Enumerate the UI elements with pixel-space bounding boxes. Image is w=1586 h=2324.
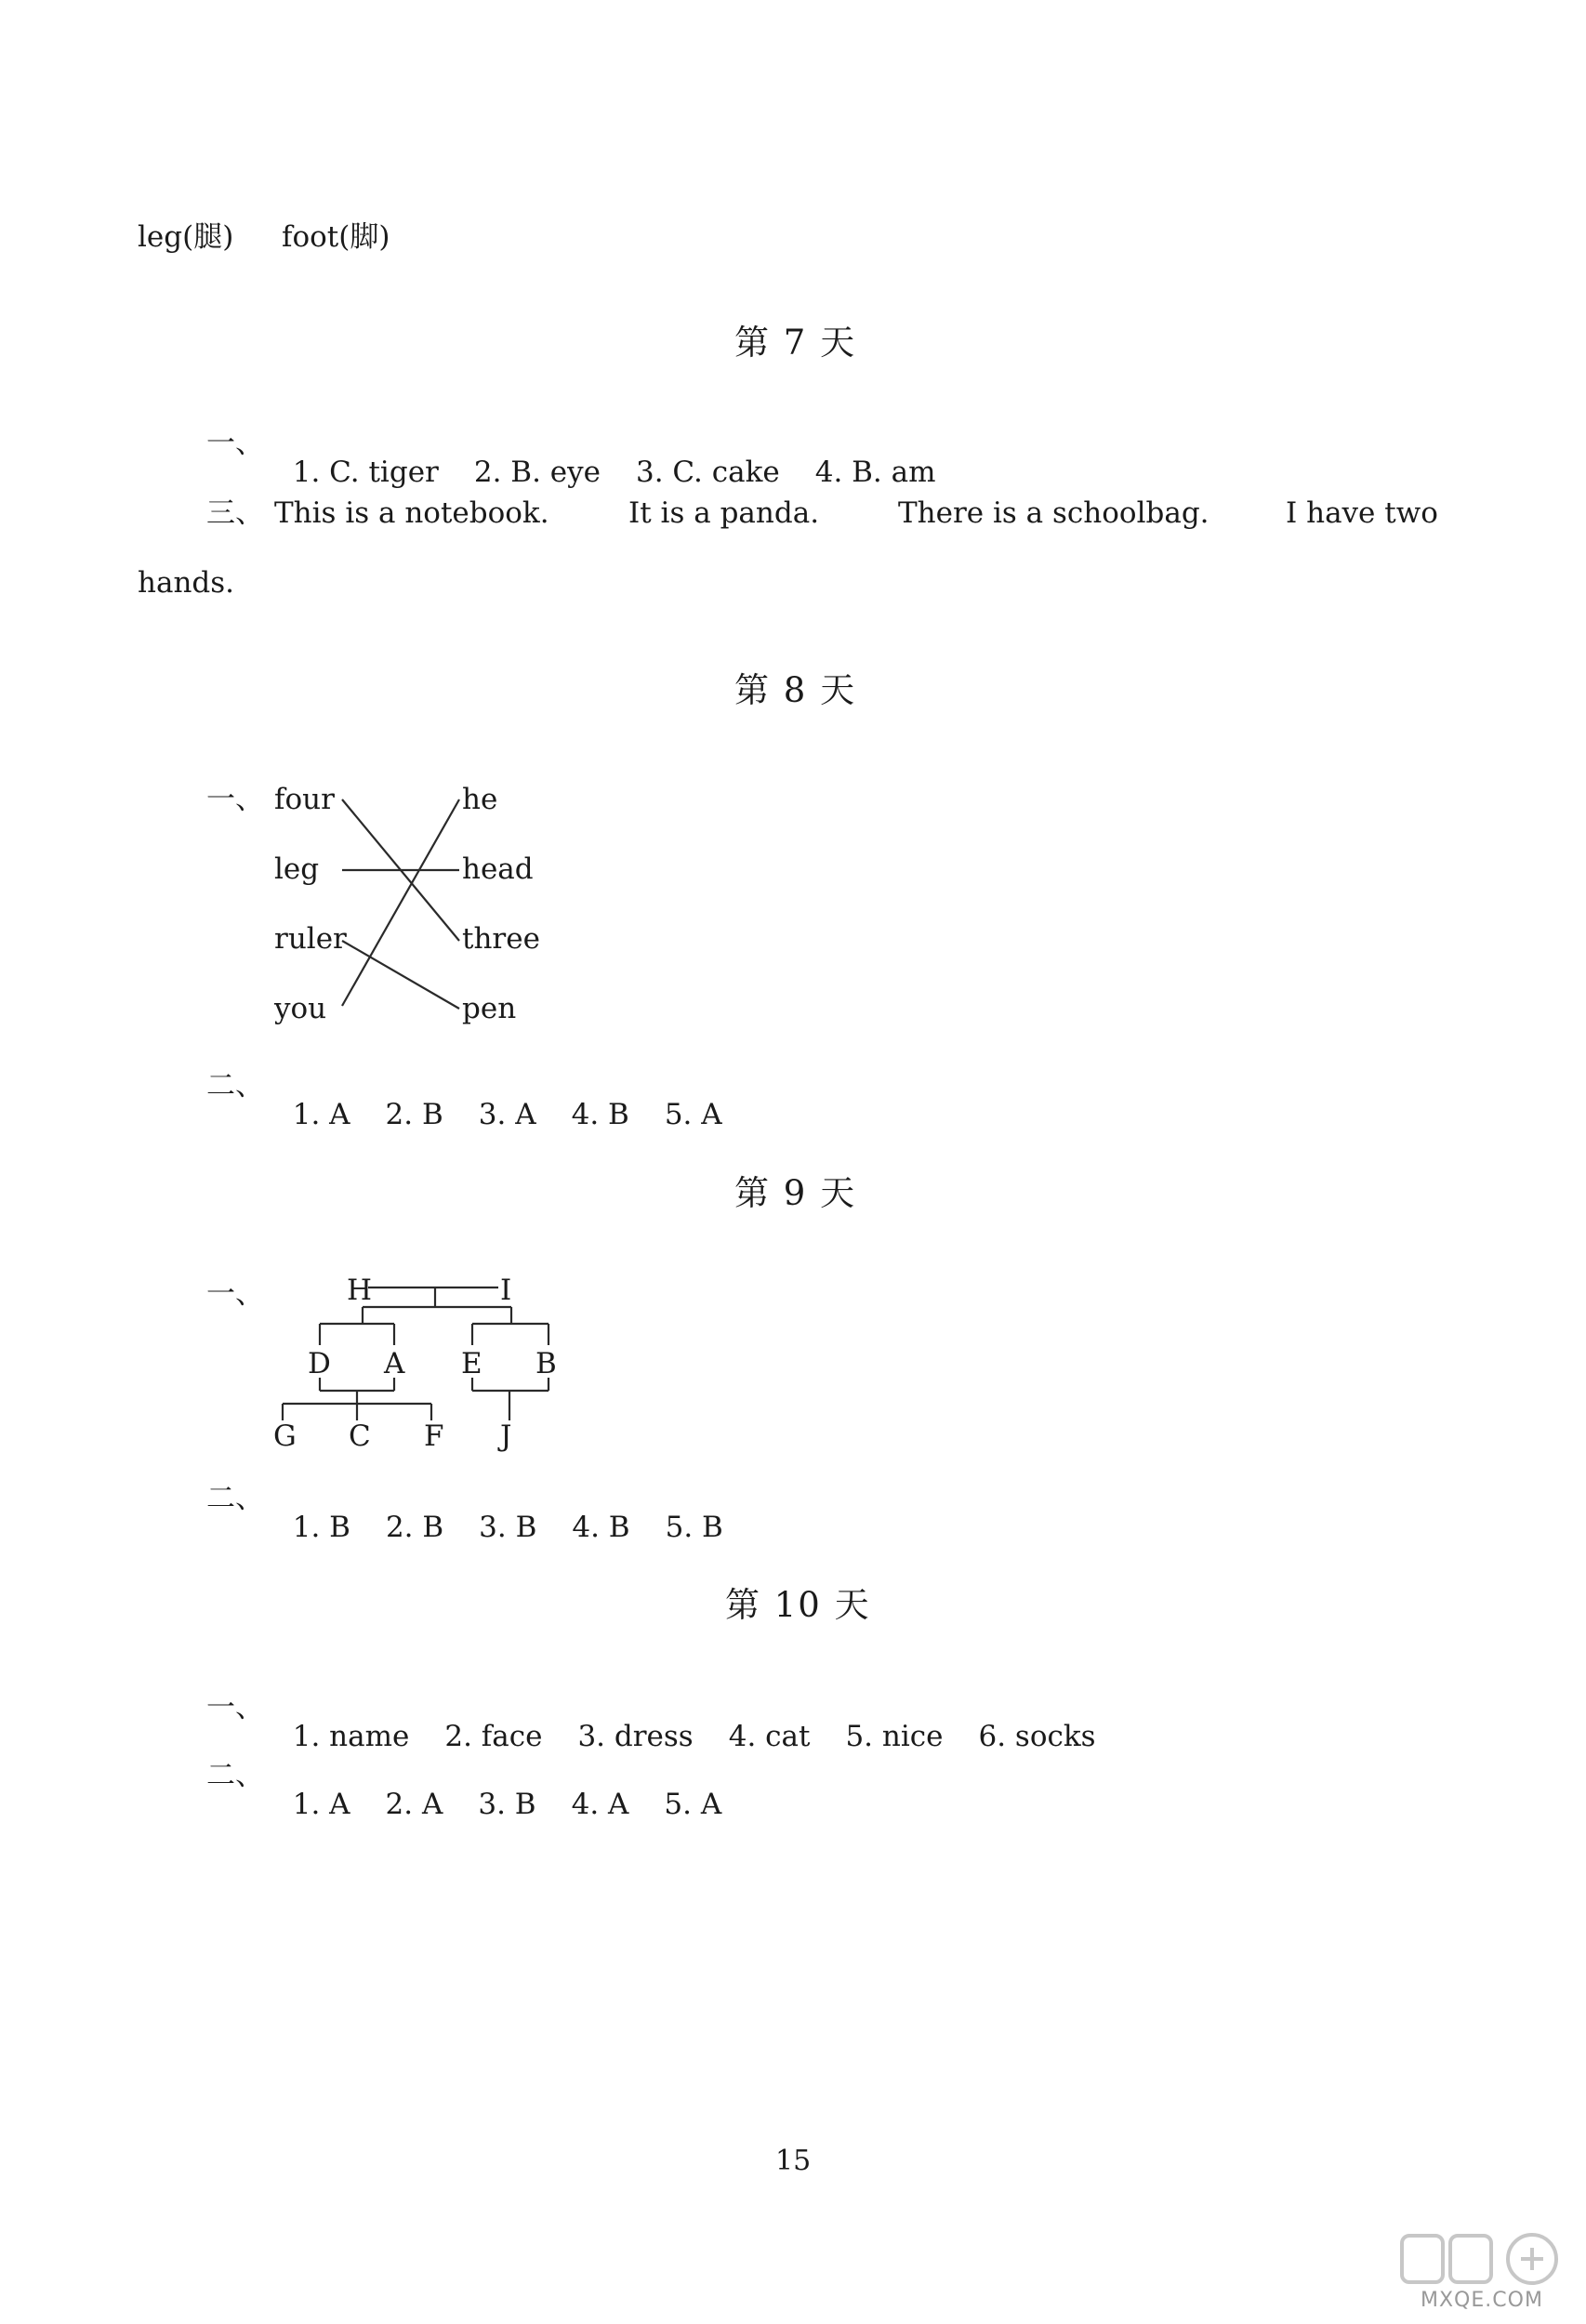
day7-s1-label: 一、 [206, 427, 264, 460]
tree-node: H [347, 1274, 373, 1307]
answer-item: 5. A [664, 1788, 722, 1821]
match-right-word: he [462, 783, 498, 816]
day8-s2-label: 二、 [206, 1069, 264, 1103]
vocab-foot: foot(脚) [282, 220, 390, 254]
answer-item: 6. socks [978, 1720, 1096, 1753]
tree-node: A [384, 1347, 405, 1380]
answer-item: 3. B [478, 1788, 536, 1821]
day10-s1-answers [274, 1694, 1096, 1751]
tree-node: D [308, 1347, 331, 1380]
answer-item: 1. A [292, 1098, 350, 1131]
day7-title: 第 7 天 [734, 323, 857, 363]
answer-item: 3. A [478, 1098, 536, 1131]
day8-s1-label: 一、 [206, 783, 264, 816]
answer-item: 2. B [385, 1511, 444, 1544]
day9-s2-answers [274, 1485, 723, 1542]
vocab-leg: leg(腿) [138, 220, 234, 254]
match-left-word: ruler [274, 922, 347, 956]
answer-item: 3. C. cake [635, 456, 780, 489]
day9-title: 第 9 天 [734, 1173, 857, 1213]
answer-item: 3. B [479, 1511, 537, 1544]
day10-title: 第 10 天 [725, 1585, 871, 1625]
answer-item: 3. dress [577, 1720, 694, 1753]
day7-s3-item-3: There is a schoolbag. [898, 496, 1209, 530]
day8-title: 第 8 天 [734, 670, 857, 710]
tree-node: G [273, 1419, 297, 1453]
tree-node: B [535, 1347, 557, 1380]
watermark-text: MXQE.COM [1421, 2289, 1543, 2312]
day7-s3-item-1: This is a notebook. [274, 496, 549, 530]
day9-s1-label: 一、 [206, 1277, 264, 1311]
day7-s3-item-4: I have two [1286, 496, 1438, 530]
day7-s1-answers [274, 429, 936, 487]
day8-s2-answers [274, 1072, 722, 1129]
answer-item: 5. nice [845, 1720, 944, 1753]
day7-s3-label: 三、 [206, 496, 264, 530]
tree-node: I [500, 1274, 512, 1307]
match-right-word: three [462, 922, 540, 956]
day10-s2-answers [274, 1762, 721, 1819]
answer-item: 1. name [292, 1720, 410, 1753]
match-line [342, 941, 459, 1009]
answer-item: 4. B [572, 1511, 630, 1544]
match-line [342, 799, 459, 941]
answer-item: 2. B. eye [473, 456, 601, 489]
answer-item: 4. B [571, 1098, 629, 1131]
page-number: 15 [775, 2145, 812, 2177]
day10-s2-label: 二、 [206, 1759, 264, 1792]
answer-item: 4. cat [728, 1720, 811, 1753]
match-line [342, 799, 459, 1006]
answer-item: 2. face [444, 1720, 543, 1753]
match-right-word: pen [462, 992, 517, 1025]
day7-s3-item-2: It is a panda. [628, 496, 820, 530]
tree-node: E [461, 1347, 482, 1380]
match-left-word: leg [274, 852, 320, 886]
answer-item: 5. A [664, 1098, 722, 1131]
match-left-word: you [274, 992, 327, 1025]
answer-item: 1. A [292, 1788, 350, 1821]
answer-item: 4. B. am [814, 456, 936, 489]
match-left-word: four [274, 783, 335, 816]
answer-item: 2. A [385, 1788, 443, 1821]
answer-item: 1. B [292, 1511, 350, 1544]
day9-s2-label: 二、 [206, 1482, 264, 1515]
answer-item: 2. B [385, 1098, 443, 1131]
tree-node: F [424, 1419, 444, 1453]
answer-item: 4. A [571, 1788, 629, 1821]
day7-s3-continuation: hands. [138, 566, 235, 600]
tree-node: J [500, 1419, 512, 1453]
answer-item: 1. C. tiger [292, 456, 439, 489]
tree-node: C [349, 1419, 371, 1453]
day10-s1-label: 一、 [206, 1691, 264, 1724]
match-right-word: head [462, 852, 534, 886]
answer-item: 5. B [665, 1511, 723, 1544]
